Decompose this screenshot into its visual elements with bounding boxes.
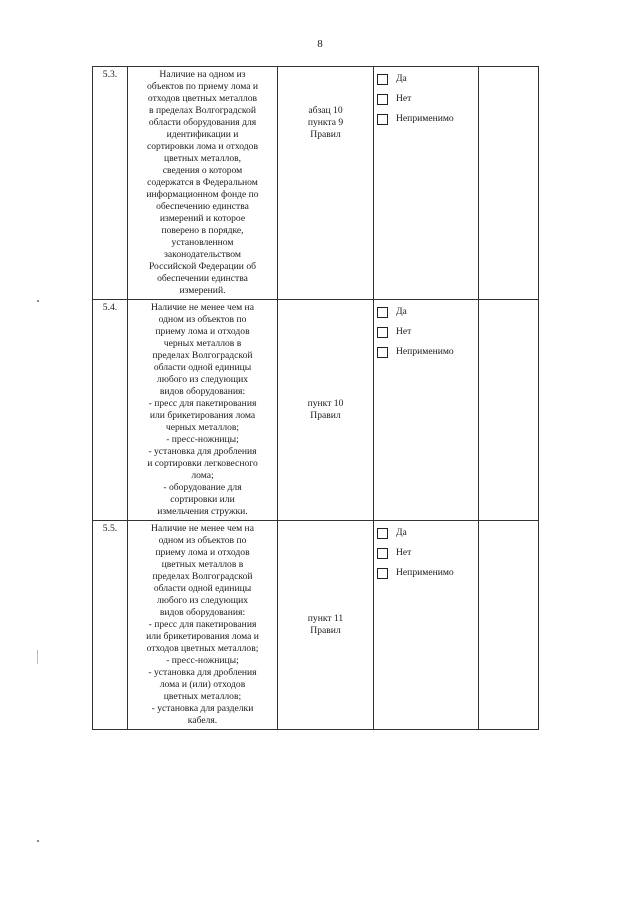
checkbox-icon[interactable]: [377, 548, 388, 559]
table-row: [93, 300, 539, 521]
checkbox-icon[interactable]: [377, 307, 388, 318]
checklist-table: [92, 66, 539, 730]
checkbox-icon[interactable]: [377, 347, 388, 358]
option-label: Нет: [396, 547, 412, 558]
option-label: Да: [396, 527, 407, 538]
checkbox-icon[interactable]: [377, 74, 388, 85]
legal-reference: абзац 10 пункта 9 Правил: [278, 67, 374, 300]
answer-option[interactable]: [377, 302, 475, 322]
option-label: Да: [396, 306, 407, 317]
notes-cell: [479, 521, 539, 730]
answer-options: [374, 521, 479, 730]
checkbox-icon[interactable]: [377, 568, 388, 579]
answer-option[interactable]: [377, 523, 475, 543]
answer-option[interactable]: [377, 69, 475, 89]
item-number: 5.4.: [93, 300, 128, 521]
table-row: [93, 67, 539, 300]
scan-artifact: [37, 650, 38, 664]
checkbox-icon[interactable]: [377, 94, 388, 105]
page-number: 8: [317, 38, 323, 50]
answer-option[interactable]: [377, 543, 475, 563]
scan-artifact: [37, 300, 39, 302]
answer-option[interactable]: [377, 342, 475, 362]
option-label: Да: [396, 73, 407, 84]
requirement-text: Наличие не менее чем на одном из объектов по приему лома и отходов черных металлов в пределах Волгоградской области одной единицы любого из следующих видов оборудования: - пресс для пакетирования или брикетирования лома черных металлов; - пресс-ножницы; - установка для дробления и сортировки легковесного лома; - оборудование для сортировки или измельчения стружки.: [128, 300, 278, 521]
answer-option[interactable]: [377, 563, 475, 583]
requirement-text: Наличие не менее чем на одном из объектов по приему лома и отходов цветных металлов в пределах Волгоградской области одной единицы любого из следующих видов оборудования: - пресс для пакетирования или брикетирования лома и отходов цветных металлов; - пресс-ножницы; - установка для дробления лома и (или) отходов цветных металлов; - установка для разделки кабеля.: [128, 521, 278, 730]
option-label: Нет: [396, 93, 412, 104]
legal-reference: пункт 10 Правил: [278, 300, 374, 521]
answer-option[interactable]: [377, 322, 475, 342]
legal-reference: пункт 11 Правил: [278, 521, 374, 730]
checkbox-icon[interactable]: [377, 528, 388, 539]
checkbox-icon[interactable]: [377, 114, 388, 125]
option-label: Нет: [396, 326, 412, 337]
answer-options: [374, 300, 479, 521]
option-label: Неприменимо: [396, 567, 454, 578]
notes-cell: [479, 300, 539, 521]
notes-cell: [479, 67, 539, 300]
answer-options: [374, 67, 479, 300]
option-label: Неприменимо: [396, 113, 454, 124]
checkbox-icon[interactable]: [377, 327, 388, 338]
requirement-text: Наличие на одном из объектов по приему лома и отходов цветных металлов в пределах Волгоградской области оборудования для идентификации и сортировки лома и отходов цветных металлов, сведения о котором содержатся в Федеральном информационном фонде по обеспечению единства измерений и которое поверено в порядке, установленном законодательством Российской Федерации об обеспечении единства измерений.: [128, 67, 278, 300]
option-label: Неприменимо: [396, 346, 454, 357]
table-row: [93, 521, 539, 730]
item-number: 5.5.: [93, 521, 128, 730]
item-number: 5.3.: [93, 67, 128, 300]
answer-option[interactable]: [377, 109, 475, 129]
scan-artifact: [37, 840, 39, 842]
answer-option[interactable]: [377, 89, 475, 109]
